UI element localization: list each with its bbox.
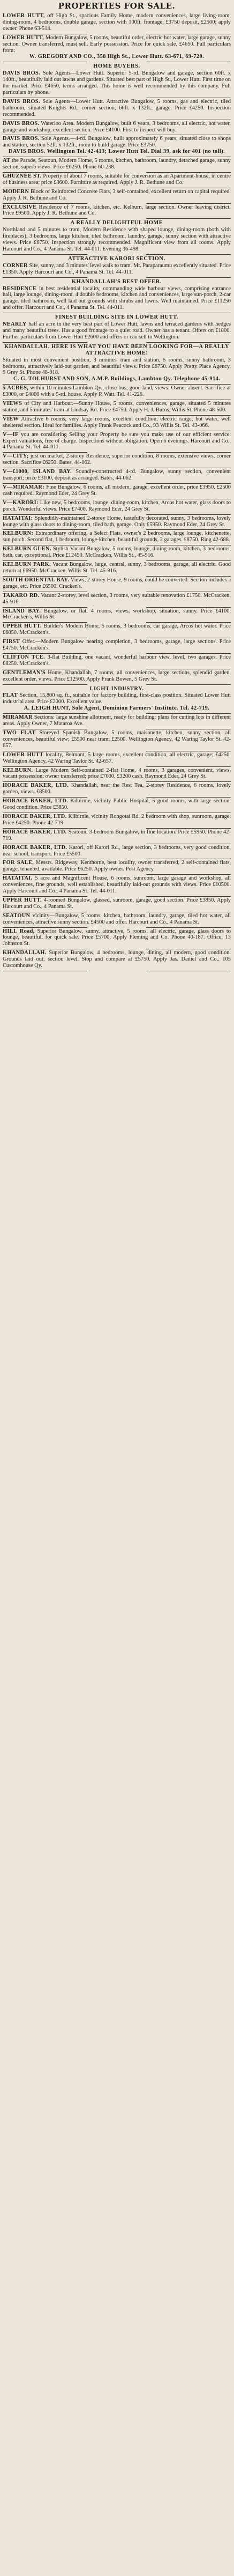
classified-ad [3,714,231,729]
ad-text: Waterloo Area. Modern Bungalow, built 6 years, 3 bedrooms, all electric, hot water, garage and workshop, excellent section. Price £4100. First to inspect will buy. [3,120,231,133]
classified-ad [3,638,231,654]
ad-lead: V—KARORI: [3,499,39,506]
ad-lead: GENTLEMAN'S [3,669,46,676]
ad-text: Section, 15,800 sq. ft., suitable for factory building, first-class position. Situated Lower Hutt industrial area. Price £2000. Excellent value. [3,692,231,705]
classified-ad [3,782,231,798]
ad-text: Vacant 2-storey, level section, 3 rooms, very suitable renovation £1750. McCracken, 45-916. [3,592,231,605]
ad-text: Extraordinary offering, a Select Flats, owner's 2 bedrooms, large lounge, kitchenette, sun porch. Second flat, 1 bedroom, lounge-kitchen, beautiful grounds, 2 garages. £8750. Ring 42-688. [3,530,231,543]
ad-lead: VIEW [3,416,19,422]
ad-lead: KELBURN: [3,530,34,537]
ad-body [3,783,231,795]
ads-column [3,12,231,971]
ad-text: Large Modern Self-contained 2-flat Home, 4 rooms, 3 garages, convenient, views, vacant possession; owner transferred; price £7000, £3200 cash. Raymond Eder, 24 Grey St. [3,767,231,780]
ad-text: Attractive 6 rooms, very large rooms, excellent condition, electric range, hot water, well sheltered section. Ideal for families. Apply Frank Peacock and Co., 93 Willis St. Tel. 43-066. [3,416,231,429]
classified-ad [3,767,231,783]
ad-lead: ISLAND BAY. [3,608,41,614]
ad-text: Kilbirnie, vicinity Rongotai Rd. 2 bedroom with shop, sunroom, garage. Price £4250. Phone 42-719. [3,813,231,826]
ad-text: Modern Bungalow, 5 rooms, beautiful order, electric hot water, large garage, sunny section. Owner transferred, must sell. Early possession. Price for quick sale, £4650. Full particulars from: [3,34,231,54]
ad-lead: HATAITAI: [3,515,33,521]
ad-body [3,99,231,118]
ad-lead: CLIFTON TCE. [3,654,46,660]
ad-body [3,416,231,429]
ad-text: Sole Agents—Lower Hutt. Attractive Bungalow, 5 rooms, gas and electric, tiled bathroom, situated Knights Rd., corner section, 66ft. x 132ft., garage. Price £4250. Inspection recommended. [3,98,231,117]
classified-ad [3,34,231,63]
classified-ad [3,157,231,173]
classified-ad [3,859,231,875]
ad-body [3,577,231,590]
classified-ad [3,499,231,515]
classified-ad [3,219,231,255]
ad-body [3,798,231,811]
ad-body [3,121,231,134]
ad-label: KHANDALLAH'S BEST OFFER. [71,278,162,285]
ad-text: Splendidly-maintained 2-storey Home, tastefully decorated, sunny, 3 bedrooms, lovely lounge with glass doors to dining-room, tiled bath, garage. Only £5950. Raymond Eder, 24 Grey St. [3,515,231,528]
classified-ad [3,135,231,157]
ad-text: Views, 2-storey House, 9 rooms, could be converted. Section includes a garage, etc. Price £6500. Cracken's. [3,577,231,589]
ad-text: just on market, 2-storey Residence, superior condition, 8 rooms, extensive views, corner section. Sacrifice £6250. Bates, 44-062. [3,453,231,466]
ad-text: Situated in most convenient position, 3 minutes' tram and station, 5 rooms, sunny bathroom, 3 bedrooms, attractively laid-out garden, and beautiful views. Price £6750. Apply Pretty Place Agency, 9 Grey St. Phone 48-918. [3,357,231,376]
ad-lead: V—CITY; [3,453,29,460]
ad-text: Residence of 7 rooms, kitchen, etc. Kelburn, large section. Owner leaving district. Price £9500. Apply J. R. Bethune and Co. [3,204,231,217]
ad-lead: FLAT [3,692,18,699]
ad-body [3,35,231,54]
ad-lead: TWO FLAT [3,730,36,736]
classified-ad [3,949,231,971]
ad-lead: HORACE BAKER, LTD. [3,783,69,789]
ad-body [3,845,231,858]
classified-ad [3,729,231,751]
ad-signature: A. LEIGH HUNT, Sole Agent, Dominion Farmers' Institute. Tel. 42-719. [24,705,210,712]
ad-body [3,158,231,171]
ad-body [3,714,231,727]
ad-body [3,530,231,543]
classified-ad [3,875,231,897]
classified-ad [3,12,231,34]
ad-body [3,263,231,276]
ad-body [3,639,231,652]
classified-ad [3,829,231,844]
ad-text: Kilbirnie, vicinity Public Hospital, 5 good rooms, with large section. Good condition. Price £3850. [3,798,231,811]
ad-text: of City and Harbour.—Sunny House, 5 rooms, conveniences, garage, situated 5 minutes station, and 5 minutes' tram at Lindsay Rd. Price £4750. Apply H. J. Burns, Willis St. Phone 48-500. [3,401,231,413]
ad-lead: DAVIS BROS. [3,70,40,77]
classified-ad [3,928,231,950]
ad-text: Home, Khandallah, 7 rooms, all conveniences, large sections, splendid garden, excellent order, views. Price £12500. Apply Frank Bowen, 5 Grey St. [3,669,231,682]
classified-ad [3,813,231,829]
ad-lead: HILL Road, [3,928,35,934]
ad-lead: TAKARO RD. [3,592,40,599]
ad-label: LIGHT INDUSTRY. [89,685,144,692]
ad-body [3,562,231,574]
ad-body [3,13,231,32]
classified-ad [3,592,231,608]
ad-text: Khandallah, near the Rest Tea, 2-storey Residence, 6 rooms, lovely garden, views. £8500. [3,783,231,795]
ad-body [3,173,231,186]
ad-body [3,913,231,926]
ad-text: Builder's Modern Home, 5 rooms, 3 bedrooms, car garage, Arcos hot water. Price £6850. McCracken's. [3,623,231,636]
ad-text: locality, Belmont, 5 large rooms, excellent condition, all electric, garage; £4250. Wellington Agency, 42 Waring Taylor St. 42-657. [3,751,231,764]
ad-label: ATTRACTIVE KARORI SECTION. [68,255,165,262]
ad-body [3,70,231,96]
ad-lead: FOR SALE, [3,860,34,866]
ad-text: Sole Agents—Lower Hutt. Superior 5-rd. Bungalow and garage, section 60ft. x 140ft., beautifully laid out lawns and gardens. Situated best part of High St., Lower Hutt. First time on the market. Price £4650, terms arranged. This home is well recommended by this company. Full particulars by phone. [3,70,231,95]
ad-lead: NEARLY [3,321,27,328]
ad-body [3,860,231,873]
ad-text: half an acre in the very best part of Lower Hutt, lawns and terraced gardens with hedges and many beautiful trees. Has a good frontage to a quiet road. Owner has a tenant. Offers on £1800. Further particulars from Lower Hutt £2600 and offers or can sell to Wellington. [3,321,231,340]
ad-body [3,654,231,667]
ad-body [3,692,231,705]
classified-ad [3,204,231,219]
ad-lead: LOWER HUTT, [3,13,45,19]
classified-ad [3,453,231,468]
classified-ad [3,173,231,188]
ad-text: you are considering Selling your Property be sure you make use of our efficient service. Expert valuations, free of charge. Inspections without obligation. Open 6 evenings. Harcourt and Co., 4 Panama St. Tel. 44-011. [3,431,231,451]
classified-ad [3,468,231,484]
classified-ad [3,400,231,416]
classified-ad [3,343,231,385]
ad-text: vicinity—Bungalow, 5 rooms, kitchen, bathroom, laundry, garage, tiled hot water, all conveniences, attractive sunny section. £4500 and offer. Harcourt and Co., 4 Panama St. [3,912,231,925]
ad-signature: W. GREGORY AND CO., 358 High St., Lower Hutt. 63-671, 69-720. [29,54,205,60]
classified-ad [3,385,231,400]
ad-body [3,453,231,466]
ad-body [3,286,231,312]
ad-text: Offer.—Modern Bungalow nearing completion, 3 bedrooms, garage, large sections. Price £4750. McCracken's. [3,639,231,652]
ad-text: Sole Agents.—4-rd. Bungalow, built approximately 6 years, situated close to shops and station, section 52ft. x 132ft., room to build garage. Price £3750. [3,136,231,149]
ad-body [3,897,231,910]
ad-text: Vacant Bungalow, large, central, sunny, 3 bedrooms, garage, all electric. Good return at £6950. McCracken, Willis St. Tel. 45-916. [3,562,231,574]
ad-body [3,546,231,559]
ad-body [3,432,231,451]
ad-body [3,730,231,749]
ad-text: Fine Bungalow, 6 rooms, all modern, garage, excellent order, price £3950, £2500 cash required. Raymond Eder, 24 Grey St. [3,484,231,497]
ad-lead: HORACE BAKER, LTD. [3,813,67,820]
ad-lead: DAVIS BROS. [3,120,40,127]
classified-ad [3,484,231,499]
ad-lead: UPPER HUTT. [3,897,42,903]
ad-text: within 10 minutes Lambton Qy., close bus, good land, views. Owner absent. Sacrifice at £3000, or £4000 with a 5-rd. house. Apply P. Watt. Tel. 41-226. [3,385,231,398]
ad-body [3,670,231,683]
ad-lead: HORACE BAKER, LTD. [3,798,68,804]
ad-lead: LOWER HUTT, [3,34,44,41]
classified-ad [3,313,231,343]
ad-lead: UPPER HUTT. [3,623,42,630]
ad-body [3,469,231,482]
ad-signature: C. G. TOLHURST AND SON, A.M.P. Buildings, Lambton Qy. Telephone 45-914. [13,376,221,382]
ad-body [3,623,231,636]
ad-lead: SOUTH ORIENTAL BAY. [3,577,70,583]
ad-text: Soundly-constructed 4-rd. Bungalow, sunny section, convenient transport; price £3100, deposit as arranged. Bates, 44-062. [3,469,231,482]
ad-body [3,752,231,765]
ad-lead: HORACE BAKER, LTD. [3,829,67,835]
ad-body [3,950,231,969]
classified-ad [3,608,231,623]
ad-body [3,357,231,377]
section-heading: PROPERTIES FOR SALE. [58,1,176,11]
ad-lead: MIRAMAR [3,714,33,721]
ad-body [3,385,231,398]
ad-lead: MODERN [3,188,29,195]
ad-text: 5 acre and Magnificent House, 6 rooms, sunroom, large garage and workshop, all conveniences, fine grounds, well established, beautifully laid-out grounds with views. Price £10500. Apply Harcourt and Co., 4 Panama St. Tel. 44-011. [3,875,231,895]
ad-lead: AT [3,158,11,164]
ad-body [3,189,231,202]
ad-text: 3-flat Building, one vacant, wonderful harbour view, level, two garages. Price £8250. McCracken's. [3,654,231,667]
ad-body [3,204,231,217]
ad-text: Messrs. Ridgeway, Kenthorne, best locality, owner transferred, 2 self-contained flats, garage, tenanted, available. Price £6250. Apply owner. Post Agency. [3,860,231,873]
ad-body [3,500,231,513]
ad-text: Superior Bungalow, sunny, attractive, 5 rooms, all electric, garage, glass doors to lounge, beautiful, for quick sale. Price £5700. Apply Fleming and Co. Phone 40-187. Office, 13 Johnston St. [3,928,231,947]
classified-ad [3,897,231,912]
ad-lead: DAVIS BROS. [3,98,40,105]
ad-label: FINEST BUILDING SITE IN LOWER HUTT. [55,314,179,321]
classified-ad [3,654,231,669]
ad-text: Bungalow, or flat, 4 rooms, views, workshop, situation, sunny. Price £4100. McCracken's, Willis St. [3,608,231,621]
classified-ad [3,188,231,204]
ad-body [3,136,231,149]
ad-lead: KELBURN PARK. [3,562,51,568]
ad-lead: KHANDALLAH. [3,950,47,956]
classified-ad [3,431,231,453]
ad-text: Northland and 5 minutes to tram, Modern Residence with shaped lounge, dining-room (both with fireplaces), 3 bedrooms, large kitchen, tiled bathroom, laundry, garage, sunny section with attractive views. Price £6750. Inspection strongly recommended. Magnificent view from all rooms. Apply Harcourt and Co., 4 Panama St. Tel. 44-011. Evening 36-498. [3,227,231,252]
ad-lead: VIEWS [3,401,22,407]
ad-lead: LOWER HUTT [3,751,44,758]
ad-lead: DAVIS BROS. [3,136,40,142]
ad-body [3,767,231,780]
ad-body [3,608,231,621]
ad-text: Karori, off Karori Rd., large section, 3 bedrooms, very good condition, near school, transport. Price £5500. [3,844,231,857]
classified-ad [3,669,231,685]
classified-ad [3,98,231,120]
classified-ad [3,685,231,714]
classified-ad [3,751,231,767]
ad-text: Stylish Vacant Bungalow, 5 rooms, lounge, dining-room, kitchen, 3 bedrooms, bath, car, exceptional. Price £12450. McCracken, Willis St., 45-916. [3,546,231,559]
classified-ad [3,278,231,314]
classified-ad [3,255,231,278]
ad-body [3,515,231,528]
classified-ad [3,515,231,530]
ad-lead: RESIDENCE [3,285,37,292]
ad-lead: KELBURN. [3,767,33,773]
classified-ad [3,623,231,638]
ad-lead: V—IF [3,431,19,438]
ad-body [3,875,231,895]
ad-lead: SEATOUN [3,912,31,919]
classified-ad [3,62,231,98]
ad-text: off High St., spacious Family Home, modern conveniences, large living-room, dining-room, 4 bedrooms, double garage, section with 100ft. frontage; £3750 deposit, £2500; apply owner. Phone 63-514. [3,13,231,32]
ad-lead: HATAITAI. [3,875,33,882]
ad-lead: GHUZNEE ST. [3,173,42,179]
ad-label: A REALLY DELIGHTFUL HOME [70,220,163,226]
ad-text: Block of Reinforced Concrete Flats, 3 self-contained, excellent return on capital required. Apply J. R. Bethune and Co. [3,188,231,201]
ad-lead: CORNER [3,262,28,269]
ad-text: Property of about 7 rooms, suitable for conversion as an Apartment-house, in centre of business area; price £3600. Furniture as required. Apply J. R. Bethune and Co. [3,173,231,186]
ad-body [3,928,231,948]
ad-lead: V—£1000, ISLAND BAY. [3,469,72,475]
ad-text: Sections: large sunshine allotment, ready for building: plans for cutting lots in different areas. Apply Owner, 7 Mataroa Ave. [3,714,231,727]
ad-body [3,401,231,414]
ad-body [3,484,231,497]
ad-text: Storeyed Spanish Bungalow, 5 rooms, maisonette, kitchen, sunny section, all conveniences, beautiful view; £5500 near tram; £2500. Wellington Agency, 42 Waring Taylor St. 42-657. [3,730,231,749]
ad-text: 4-roomed Bungalow, glassed, sunroom, garage, good section. Price £3850. Apply Harcourt and Co., 4 Panama St. [3,897,231,910]
classified-ad [3,912,231,928]
ad-lead: 5 ACRES, [3,385,29,392]
classified-ad [3,844,231,860]
ad-lead: FIRST [3,639,20,645]
classified-ad [3,416,231,431]
classified-ad [3,545,231,561]
ad-lead: V—MIRAMAR: [3,484,45,490]
ad-lead: KELBURN GLEN. [3,546,51,552]
classified-ad [3,120,231,136]
ad-lead: EXCLUSIVE [3,204,37,210]
ad-lead: HORACE BAKER, LTD. [3,844,67,851]
classified-ad [3,577,231,592]
ad-text: the Parade, Seatoun, Modern Home, 5 rooms, kitchen, bathroom, laundry, detached garage, sunny section, superb views. Price £6250. Phone 60-238. [3,158,231,171]
classified-ad [3,530,231,545]
ad-text: in best residential locality, commanding wide harbour views, comprising entrance hall, large lounge, dining-room, 4 double bedrooms, kitchen and conveniences, large sun-porch, 2-car garage, tiled bathroom, well laid out grounds with shrubs and lawns. Well maintained. Price £11250 and offer. Harcourt and Co., 4 Panama St. Tel. 44-011. [3,285,231,311]
ad-body [3,321,231,341]
ad-text: Seatoun, 3-bedroom Bungalow, in fine location. Price £5950. Phone 42-719. [3,829,231,842]
ad-body [3,593,231,606]
ad-body [3,814,231,826]
ad-label: HOME BUYERS. [93,63,140,70]
ad-text: Superior Bungalow, 4 bedrooms, lounge, dining, all modern, good condition. Grounds laid out, section level. Stop and compare at £5750. Apply Jas. Daniel and Co., 105 Customhouse Qy. [3,950,231,969]
ad-signature: DAVIS BROS. Wellington Tel. 42-413; Lower Hutt Tel. Dial 39, ask for 401 (no toll). [9,149,225,155]
ad-text: Like new, 5 bedrooms, lounge, dining-room, kitchen, Arcos hot water, glass doors to porch. Wonderful views. Price £7400. Raymond Eder, 24 Grey St. [3,499,231,512]
classified-ad [3,561,231,577]
ad-text: Site, sunny, and 3 minutes' level walk to tram. Mt. Paraparaumu excellently situated. Price £1350. Apply Harcourt and Co., 4 Panama St. Tel. 44-011. [3,262,231,275]
ad-label: KHANDALLAH. HERE IS WHAT YOU HAVE BEEN LOOKING FOR—A REALLY ATTRACTIVE HOME! [4,343,230,356]
ad-body [3,829,231,842]
ad-body [3,227,231,253]
classified-ad [3,798,231,813]
